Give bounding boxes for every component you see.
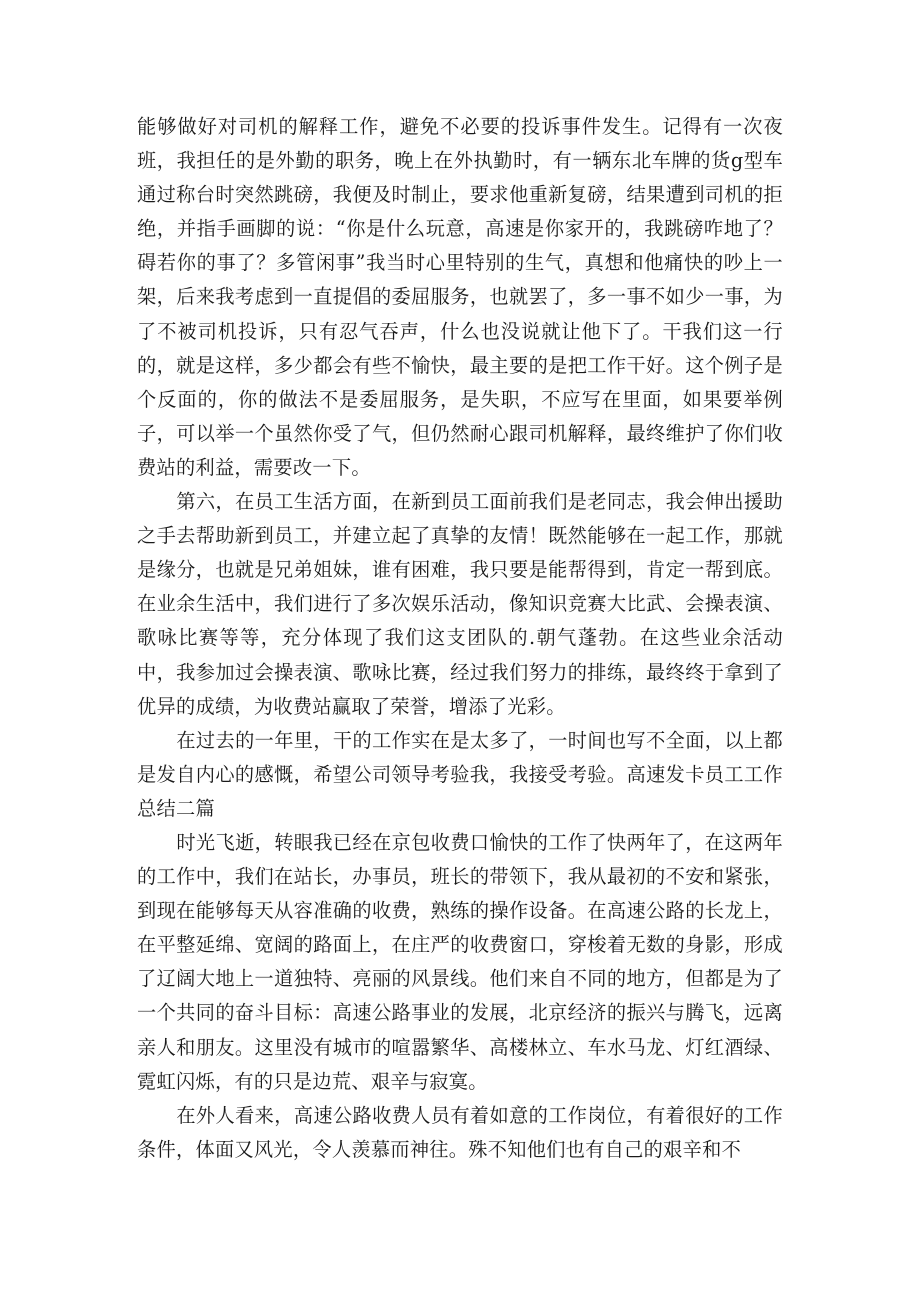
paragraph-5: 在外人看来，高速公路收费人员有着如意的工作岗位，有着很好的工作条件，体面又风光，令人羡慕而神往。殊不知他们也有自己的艰辛和不 (137, 1103, 783, 1161)
paragraph-1: 能够做好对司机的解释工作，避免不必要的投诉事件发生。记得有一次夜班，我担任的是外勤的职务，晚上在外执勤时，有一辆东北车牌的货g型车通过称台时突然跳磅，我便及时制止，要求他重新复磅，结果遭到司机的拒绝，并指手画脚的说：“你是什么玩意，高速是你家开的，我跳磅咋地了？碍若你的事了？多管闲事”我当时心里特别的生气，真想和他痛快的吵上一架，后来我考虑到一直提倡的委屈服务，也就罢了，多一事不如少一事，为了不被司机投诉，只有忍气吞声，什么也没说就让他下了。干我们这一行的，就是这样，多少都会有些不愉快，最主要的是把工作干好。这个例子是个反面的，你的做法不是委屈服务，是失职，不应写在里面，如果要举例子，可以举一个虽然你受了气，但仍然耐心跟司机解释，最终维护了你们收费站的利益，需要改一下。 (137, 115, 783, 479)
document-page (137, 110, 783, 1167)
paragraph-2: 第六，在员工生活方面，在新到员工面前我们是老同志，我会伸出援助之手去帮助新到员工，并建立起了真挚的友情！既然能够在一起工作，那就是缘分，也就是兄弟姐妹，谁有困难，我只要是能帮得到，肯定一帮到底。在业余生活中，我们进行了多次娱乐活动，像知识竞赛大比武、会操表演、歌咏比赛等等，充分体现了我们这支团队的.朝气蓬勃。在这些业余活动中，我参加过会操表演、歌咏比赛，经过我们努力的排练，最终终于拿到了优异的成绩，为收费站赢取了荣誉，增添了光彩。 (137, 490, 783, 718)
paragraph-4: 时光飞逝，转眼我已经在京包收费口愉快的工作了快两年了，在这两年的工作中，我们在站长，办事员，班长的带领下，我从最初的不安和紧张，到现在能够每天从容准确的收费，熟练的操作设备。在高速公路的长龙上，在平整延绵、宽阔的路面上，在庄严的收费窗口，穿梭着无数的身影，形成了辽阔大地上一道独特、亮丽的风景线。他们来自不同的地方，但都是为了一个共同的奋斗目标：高速公路事业的发展，北京经济的振兴与腾飞，远离亲人和朋友。这里没有城市的喧嚣繁华、高楼林立、车水马龙、灯红酒绿、霓虹闪烁，有的只是边荒、艰辛与寂寞。 (137, 830, 783, 1093)
paragraph-3: 在过去的一年里，干的工作实在是太多了，一时间也写不全面，以上都是发自内心的感慨，希望公司领导考验我，我接受考验。高速发卡员工工作总结二篇 (137, 728, 783, 820)
